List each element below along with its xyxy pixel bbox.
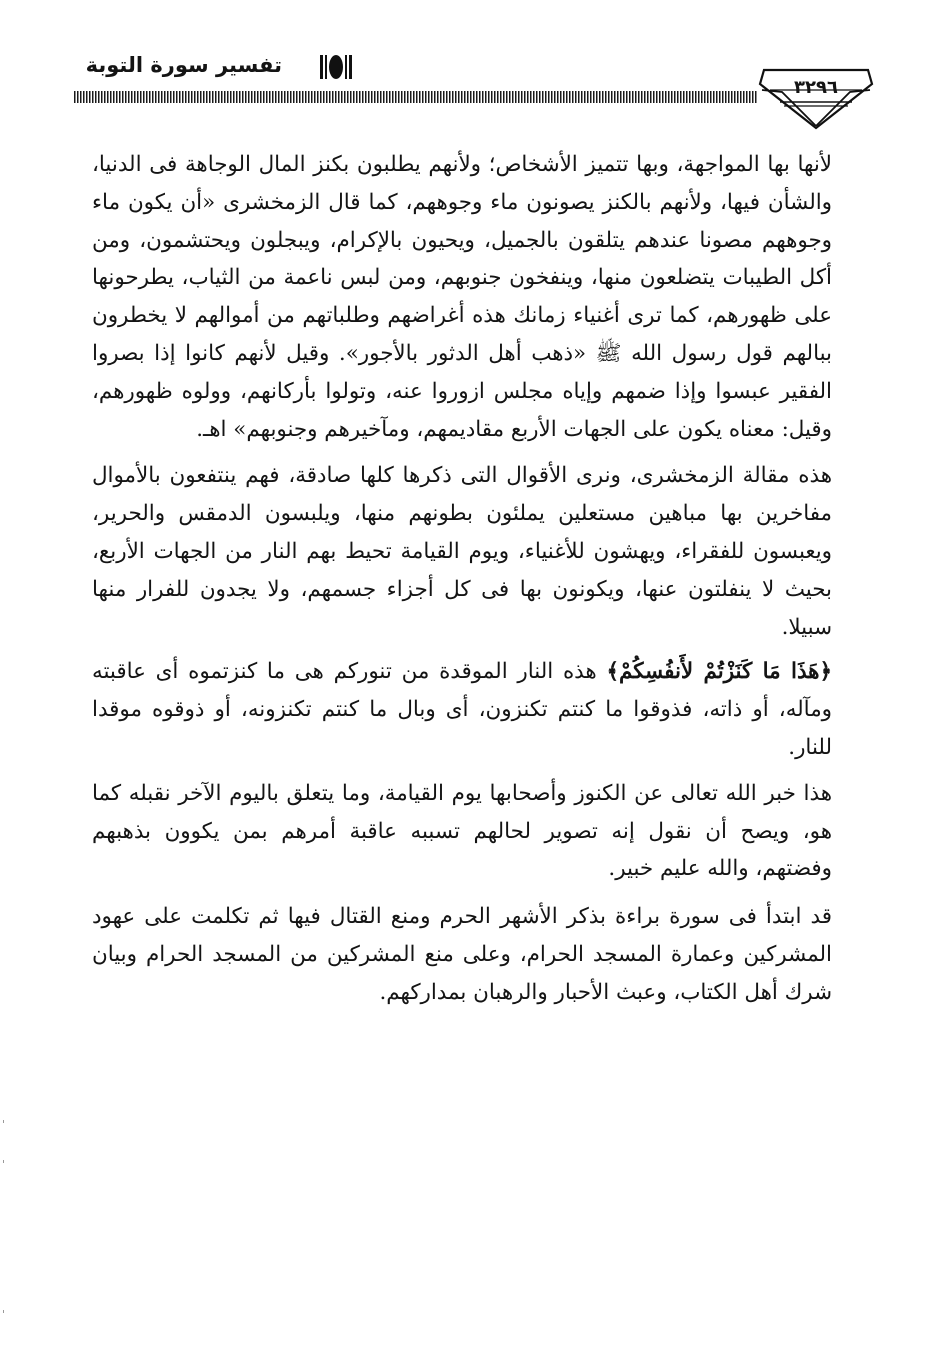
running-title: تفسير سورة التوبة bbox=[85, 53, 282, 77]
paragraph-1: لأنها بها المواجهة، وبها تتميز الأشخاص؛ ولأنهم يطلبون بكنز المال الوجاهة فى الدنيا، والشأن فيها، ولأنهم بالكنز يصونون ماء وجوههم، كما قال الزمخشرى «أن يكون ماء وجوههم مصونا عندهم يتلقون بالجميل، ويحيون بالإكرام، ويبجلون ويحتشمون، ومن أكل الطيبات يتضلعون منها، وينفخون جنوبهم، ومن لبس ناعمة من الثياب، يطرحونها على ظهورهم، كما ترى أغنياء زمانك هذه أغراضهم وطلباتهم من أموالهم لا يخطرون ببالهم قول رسول الله ﷺ «ذهب أهل الدثور بالأجور». وقيل لأنهم كانوا إذا بصروا الفقير عبسوا وإذا ضمهم وإياه مجلس ازوروا عنه، وتولوا بأركانهم، وولوه ظهورهم، وقيل: معناه يكون على الجهات الأربع مقاديمهم، ومآخيرهم وجنوبهم» اهـ. bbox=[92, 152, 832, 442]
paragraph-3 bbox=[92, 653, 832, 766]
page-number: ٣٢٩٦ bbox=[794, 77, 838, 98]
header-ornament-icon bbox=[318, 52, 354, 82]
paragraph-5: قد ابتدأ فى سورة براءة بذكر الأشهر الحرم ومنع القتال فيها ثم تكلمت على عهود المشركين وعمارة المسجد الحرام، وعلى منع المشركين من المسجد الحرام وبيان شرك أهل الكتاب، وعبث الأحبار والرهبان بمداركهم. bbox=[92, 904, 832, 1005]
quran-verse: ﴿هَذَا مَا كَنَزْتُمْ لأَنفُسِكُمْ﴾ bbox=[606, 659, 832, 685]
page-body bbox=[92, 146, 832, 1012]
paragraph-3-text: هذه النار الموقدة من تنوركم هى ما كنزتموه أى عاقبته ومآله، أو ذاته، فذوقوا ما كنتم تكنزون، أى وبال ما كنتم تكنزونه، أو ذوقوه موقدا للنار. bbox=[92, 659, 832, 760]
scan-edge-mark bbox=[3, 1120, 4, 1123]
scan-edge-mark bbox=[3, 1160, 4, 1163]
paragraph-2: هذه مقالة الزمخشرى، ونرى الأقوال التى ذكرها كلها صادقة، فهم ينتفعون بالأموال مفاخرين بها مباهين مستعلين يملئون بطونهم منها، ويلبسون الدمقس والحرير، ويعبسون للفقراء، ويهشون للأغنياء، ويوم القيامة تحيط بهم النار من الجهات الأربع، بحيث لا ينفلتون عنها، ويكونون بها فى كل أجزاء جسمهم، ولا يجدون للفرار منها سبيلا. bbox=[92, 463, 832, 640]
scan-edge-mark bbox=[3, 1310, 4, 1313]
paragraph-4: هذا خبر الله تعالى عن الكنوز وأصحابها يوم القيامة، وما يتعلق باليوم الآخر نقبله كما هو، ويصح أن نقول إنه تصوير لحالهم تسببه عاقبة أمرهم بمن يكوون بذهبهم وفضتهم، والله عليم خبير. bbox=[92, 780, 832, 882]
header-rule bbox=[74, 91, 758, 103]
